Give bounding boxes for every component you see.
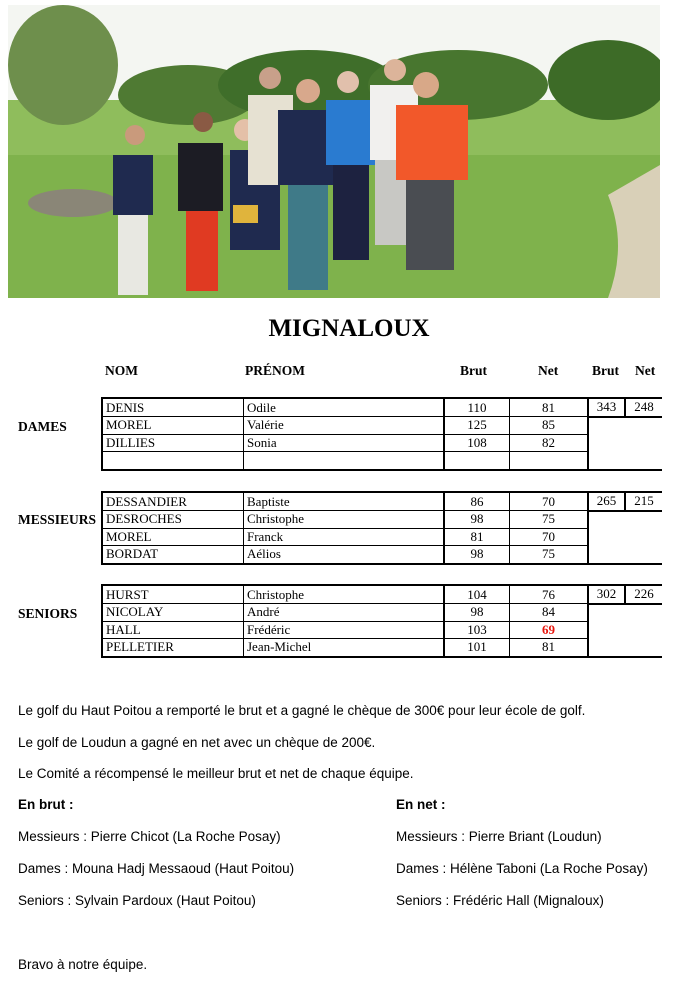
cell-nom: HALL [102,621,244,639]
cell-brut: 101 [444,639,510,657]
cell-net: 70 [510,528,589,546]
page-title: MIGNALOUX [268,315,430,342]
cell-prenom: Christophe [244,511,445,529]
score-table-messieurs [101,491,662,565]
cell-prenom: Frédéric [244,621,445,639]
score-table-dames [101,397,662,471]
cell-net: 75 [510,511,589,529]
cell-net: 81 [510,398,589,417]
award-brut-dames: Dames : Mouna Hadj Messaoud (Haut Poitou) [18,861,295,876]
table-row [102,604,662,622]
cell-prenom: Jean-Michel [244,639,445,657]
table-row [102,639,662,657]
cell-prenom: Sonia [244,434,445,452]
total-net: 226 [625,585,662,604]
table-row [102,511,662,529]
cell-brut: 86 [444,492,510,511]
cell-prenom: Aélios [244,546,445,564]
table-row [102,398,662,417]
cell-prenom: Valérie [244,417,445,435]
cell-net-highlight: 69 [510,621,589,639]
column-header-prenom: PRÉNOM [245,363,305,378]
cell-brut: 81 [444,528,510,546]
awards-net-heading: En net : [396,797,446,812]
group-label-dames: DAMES [18,419,67,434]
table-row [102,621,662,639]
group-label-messieurs: MESSIEURS [18,512,97,527]
cell-net: 82 [510,434,589,452]
paragraph-comite: Le Comité a récompensé le meilleur brut et net de chaque équipe. [18,766,414,781]
total-net: 215 [625,492,662,511]
total-brut: 343 [588,398,625,417]
total-brut: 302 [588,585,625,604]
cell-nom: MOREL [102,417,244,435]
awards-brut-heading: En brut : [18,797,74,812]
cell-prenom: André [244,604,445,622]
table-row [102,585,662,604]
cell-brut: 110 [444,398,510,417]
cell-nom: DESSANDIER [102,492,244,511]
cell-brut: 108 [444,434,510,452]
column-header-total-net: Net [635,363,656,378]
cell-nom [102,452,244,470]
column-header-brut: Brut [460,363,487,378]
cell-brut: 98 [444,511,510,529]
total-brut: 265 [588,492,625,511]
group-label-seniors: SENIORS [18,606,78,621]
cell-brut: 104 [444,585,510,604]
cell-nom: HURST [102,585,244,604]
table-row [102,546,662,564]
team-photo-illustration [8,5,660,298]
column-header-net: Net [538,363,559,378]
cell-prenom: Baptiste [244,492,445,511]
cell-prenom: Christophe [244,585,445,604]
award-net-messieurs: Messieurs : Pierre Briant (Loudun) [396,829,602,844]
cell-brut: 103 [444,621,510,639]
score-table-seniors [101,584,662,658]
team-photo [8,5,660,298]
cell-prenom: Franck [244,528,445,546]
paragraph-loudun: Le golf de Loudun a gagné en net avec un chèque de 200€. [18,735,376,750]
cell-net: 84 [510,604,589,622]
cell-nom: PELLETIER [102,639,244,657]
table-row [102,452,662,470]
award-net-dames: Dames : Hélène Taboni (La Roche Posay) [396,861,648,876]
closing-text: Bravo à notre équipe. [18,957,148,972]
cell-brut: 125 [444,417,510,435]
cell-net: 75 [510,546,589,564]
cell-nom: NICOLAY [102,604,244,622]
cell-net: 81 [510,639,589,657]
cell-prenom [244,452,445,470]
cell-nom: MOREL [102,528,244,546]
table-row [102,492,662,511]
table-row [102,417,662,435]
cell-nom: DENIS [102,398,244,417]
cell-nom: DILLIES [102,434,244,452]
cell-brut: 98 [444,604,510,622]
cell-net: 85 [510,417,589,435]
paragraph-haut-poitou: Le golf du Haut Poitou a remporté le brut et a gagné le chèque de 300€ pour leur école de golf. [18,703,586,718]
total-net: 248 [625,398,662,417]
award-net-seniors: Seniors : Frédéric Hall (Mignaloux) [396,893,604,908]
table-row [102,528,662,546]
award-brut-seniors: Seniors : Sylvain Pardoux (Haut Poitou) [18,893,256,908]
cell-net: 76 [510,585,589,604]
table-row [102,434,662,452]
cell-brut [444,452,510,470]
cell-net [510,452,589,470]
cell-nom: DESROCHES [102,511,244,529]
cell-brut: 98 [444,546,510,564]
column-header-nom: NOM [105,363,138,378]
column-header-total-brut: Brut [592,363,619,378]
cell-nom: BORDAT [102,546,244,564]
cell-prenom: Odile [244,398,445,417]
cell-net: 70 [510,492,589,511]
award-brut-messieurs: Messieurs : Pierre Chicot (La Roche Posay) [18,829,281,844]
